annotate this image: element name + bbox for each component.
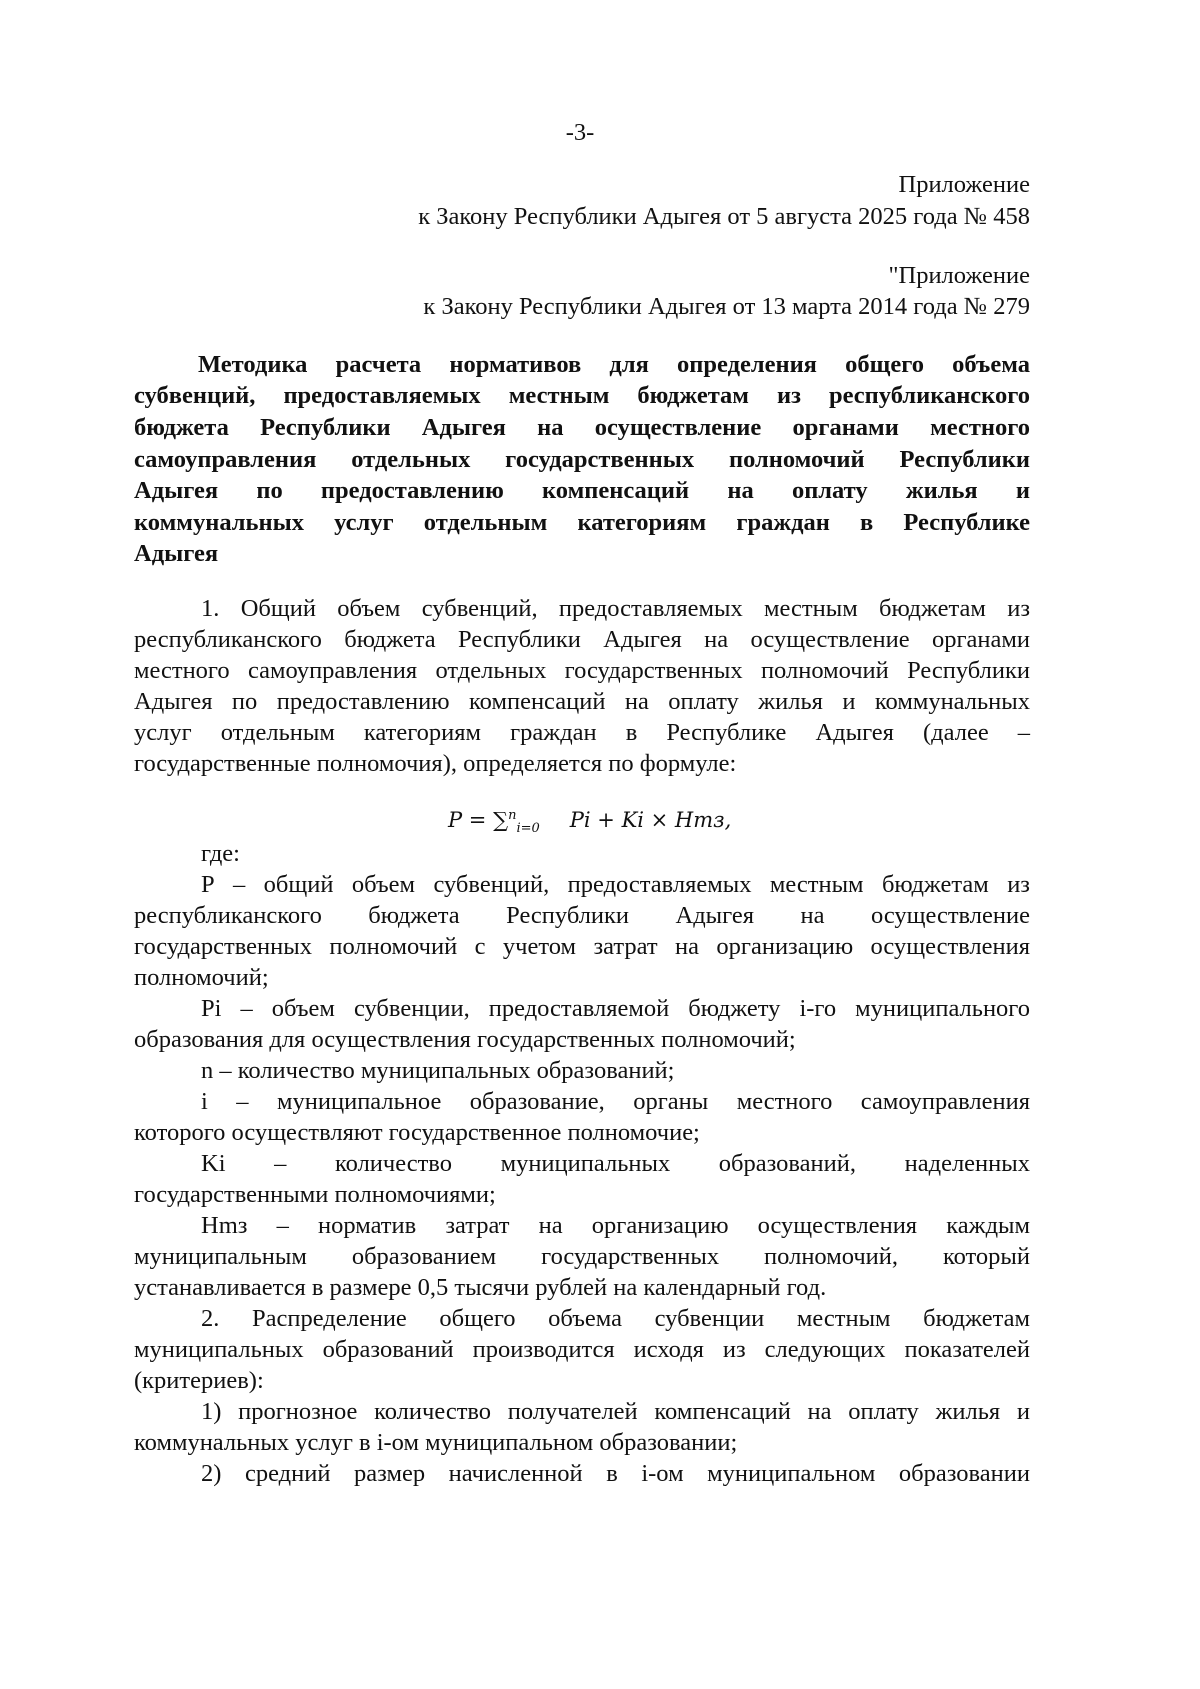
definition-line: государственных полномочий с учетом затрат на организацию осуществления [134,933,1030,960]
definition-line: Pi – объем субвенции, предоставляемой бюджету i-го муниципального [201,995,1030,1022]
where-label: где: [201,840,240,867]
title-line: Адыгея по предоставлению компенсаций на оплату жилья и [134,477,1030,504]
page-number: -3- [565,119,595,146]
definition-line: полномочий; [134,964,269,991]
paragraph-line: Адыгея по предоставлению компенсаций на оплату жилья и коммунальных [134,688,1030,715]
title-line: Методика расчета нормативов для определения общего объема [198,351,1030,378]
paragraph-line: коммунальных услуг в i-ом муниципальном образовании; [134,1429,738,1456]
definition-line: образования для осуществления государственных полномочий; [134,1026,796,1053]
appendix-reference: к Закону Республики Адыгея от 5 августа 2025 года № 458 [418,203,1030,230]
paragraph-line: местного самоуправления отдельных государственных полномочий Республики [134,657,1030,684]
definition-line: устанавливается в размере 0,5 тысячи рублей на календарный год. [134,1274,827,1301]
title-line: коммунальных услуг отдельным категориям граждан в Республике [134,509,1030,536]
paragraph-line: 2. Распределение общего объема субвенции местным бюджетам [201,1305,1030,1332]
paragraph-line: (критериев): [134,1367,264,1394]
paragraph-line: муниципальных образований производится исходя из следующих показателей [134,1336,1030,1363]
title-line: субвенций, предоставляемых местным бюджетам из республиканского [134,382,1030,409]
amended-appendix-reference: к Закону Республики Адыгея от 13 марта 2014 года № 279 [423,293,1030,320]
definition-line: i – муниципальное образование, органы местного самоуправления [201,1088,1030,1115]
definition-line: которого осуществляют государственное полномочие; [134,1119,700,1146]
title-line: бюджета Республики Адыгея на осуществление органами местного [134,414,1030,441]
title-line: самоуправления отдельных государственных полномочий Республики [134,446,1030,473]
subvention-formula [448,809,731,835]
definition-line: Hmз – норматив затрат на организацию осуществления каждым [201,1212,1030,1239]
amended-appendix-label: "Приложение [888,262,1030,289]
definition-line: республиканского бюджета Республики Адыгея на осуществление [134,902,1030,929]
paragraph-line: республиканского бюджета Республики Адыгея на осуществление органами [134,626,1030,653]
paragraph-line: 1) прогнозное количество получателей компенсаций на оплату жилья и [201,1398,1030,1425]
paragraph-line: 2) средний размер начисленной в i-ом муниципальном образовании [201,1460,1030,1487]
title-line: Адыгея [134,540,219,567]
definition-line: n – количество муниципальных образований; [201,1057,675,1084]
definition-line: Р – общий объем субвенций, предоставляемых местным бюджетам из [201,871,1030,898]
definition-line: Ki – количество муниципальных образований, наделенных [201,1150,1030,1177]
paragraph-line: услуг отдельным категориям граждан в Республике Адыгея (далее – [134,719,1030,746]
paragraph-line: государственные полномочия), определяется по формуле: [134,750,737,777]
formula-lhs: P = ∑ [448,808,509,832]
formula-rhs: Pi + Ki × Hmз, [569,808,732,832]
formula-lower-limit: i=0 [516,821,540,837]
paragraph-line: 1. Общий объем субвенций, предоставляемых местным бюджетам из [201,595,1030,622]
definition-line: муниципальным образованием государственных полномочий, который [134,1243,1030,1270]
definition-line: государственными полномочиями; [134,1181,496,1208]
formula-upper-limit: n [508,808,517,823]
appendix-label: Приложение [898,171,1030,198]
